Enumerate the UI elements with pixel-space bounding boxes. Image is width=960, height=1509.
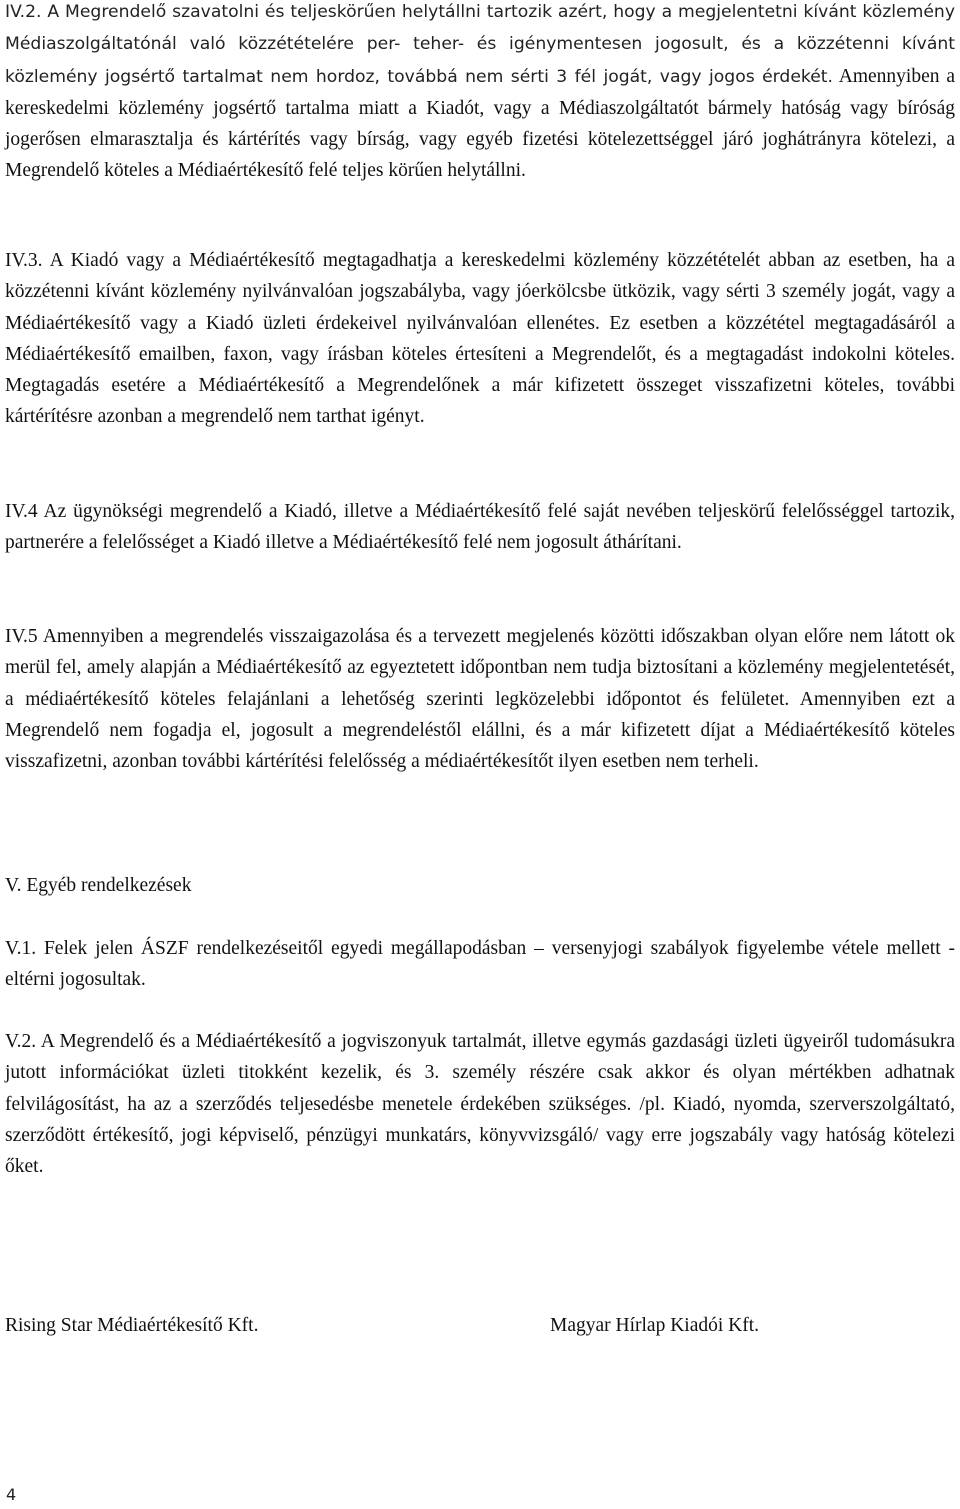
paragraph-v-1: V.1. Felek jelen ÁSZF rendelkezéseitől egyedi megállapodásban – versenyjogi szabályok figyelembe vétele mellett - eltérni jogosultak. (5, 938, 955, 991)
paragraph-iv-4: IV.4 Az ügynökségi megrendelő a Kiadó, illetve a Médiaértékesítő felé saját nevében teljeskörű felelősséggel tartozik, partnerére a felelősséget a Kiadó illetve a Médiaértékesítő felé nem jogosult áthárítani. (5, 501, 955, 554)
paragraph-iv-2-part-1: IV.2. A Megrendelő szavatolni és teljeskörűen helytállni tartozik azért, hogy a megjelentetni kívánt közlemény Médiaszolgáltatónál való közzétételére per- teher- és igénymentesen jogosult, és a közzétenni kívánt közlemény jogsértő tartalmat nem hordoz, továbbá nem sérti 3 fél jogát, vagy jogos érdekét. (5, 2, 955, 87)
paragraph-iv-5: IV.5 Amennyiben a megrendelés visszaigazolása és a tervezett megjelenés közötti időszakban olyan előre nem látott ok merül fel, amely alapján a Médiaértékesítő az egyeztetett időpontban nem tudja biztosítani a közlemény megjelentetését, a médiaértékesítő köteles felajánlani a lehetőség szerinti legközelebbi időpontot és felületet. Amennyiben ezt a Megrendelő nem fogadja el, jogosult a megrendeléstől elállni, és a már kifizetett díjat a Médiaértékesítő köteles visszafizetni, azonban további kártérítési felelősség a médiaértékesítőt ilyen esetben nem terheli. (5, 626, 955, 773)
section-heading-v: V. Egyéb rendelkezések (5, 875, 192, 896)
paragraph-iv-2 (5, 0, 955, 187)
paragraph-v-2: V.2. A Megrendelő és a Médiaértékesítő a jogviszonyuk tartalmát, illetve egymás gazdasági üzleti ügyeiről tudomásukra jutott információkat üzleti titokként kezelik, és 3. személy részére csak akkor és olyan mértékben adhatnak felvilágosítást, ha az a szerződés teljesedésbe menetele érdekében szükséges. /pl. Kiadó, nyomda, szerverszolgáltató, szerződött értékesítő, jogi képviselő, pénzügyi munkatárs, könyvvizsgáló/ vagy erre jogszabály vagy hatóság kötelezi őket. (5, 1031, 955, 1178)
paragraph-iv-2-part-2: Amennyiben a kereskedelmi közlemény jogsértő tartalma miatt a Kiadót, vagy a Médiaszolgáltatót bármely hatóság vagy bíróság jogerősen elmarasztalja és kártérítés vagy bírság, vagy egyéb fizetési kötelezettséggel járó joghátrányra kötelezi, a Megrendelő köteles a Médiaértékesítő felé teljes körűen helytállni. (5, 65, 955, 182)
page-number: 4 (6, 1485, 17, 1504)
paragraph-iv-3: IV.3. A Kiadó vagy a Médiaértékesítő megtagadhatja a kereskedelmi közlemény közzétételét abban az esetben, ha a közzétenni kívánt közlemény nyilvánvalóan jogszabályba, vagy jóerkölcsbe ütközik, vagy sérti 3 személy jogát, vagy a Médiaértékesítő vagy a Kiadó üzleti érdekeivel nyilvánvalóan ellenétes. Ez esetben a közzététel megtagadásáról a Médiaértékesítő emailben, faxon, vagy írásban köteles értesíteni a Megrendelőt, és a megtagadást indokolni köteles. Megtagadás esetére a Médiaértékesítő a Megrendelőnek a már kifizetett összeget visszafizetni köteles, további kártérítésre azonban a megrendelő nem tarthat igényt. (5, 250, 955, 428)
signature-left: Rising Star Médiaértékesítő Kft. (5, 1315, 259, 1336)
signature-right: Magyar Hírlap Kiadói Kft. (550, 1315, 760, 1336)
